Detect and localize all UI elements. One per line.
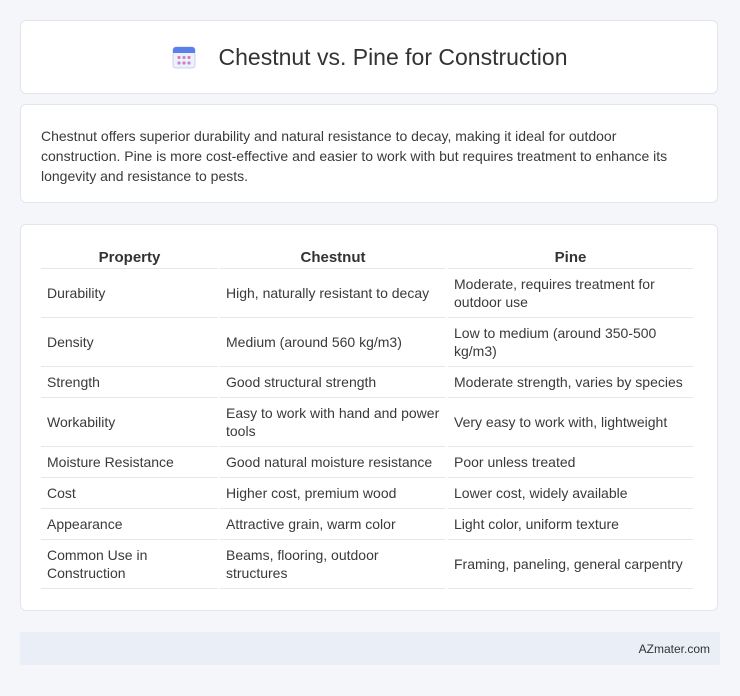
page-title: Chestnut vs. Pine for Construction [218, 43, 568, 70]
pine-cell: Very easy to work with, lightweight [448, 397, 693, 446]
table-header-row [41, 245, 693, 268]
pine-cell: Poor unless treated [448, 446, 693, 477]
chestnut-cell: Attractive grain, warm color [220, 508, 446, 539]
chestnut-cell: High, naturally resistant to decay [220, 268, 446, 317]
chestnut-cell: Good natural moisture resistance [220, 446, 446, 477]
property-cell: Moisture Resistance [41, 446, 218, 477]
intro-card [20, 104, 718, 203]
pine-cell: Light color, uniform texture [448, 508, 693, 539]
property-cell: Cost [41, 477, 218, 508]
property-cell: Appearance [41, 508, 218, 539]
pine-cell: Framing, paneling, general carpentry [448, 539, 693, 589]
chestnut-cell: Easy to work with hand and power tools [220, 397, 446, 446]
table-row [41, 366, 693, 397]
chestnut-cell: Good structural strength [220, 366, 446, 397]
table-row [41, 317, 693, 366]
property-cell: Workability [41, 397, 218, 446]
comparison-card [20, 224, 718, 611]
comparison-table [39, 245, 695, 589]
footer-bar [20, 632, 720, 665]
table-row [41, 446, 693, 477]
intro-text: Chestnut offers superior durability and natural resistance to decay, making it ideal for outdoor construction. Pine is more cost-effective and easier to work with but requires treatment to enhance its longevity and resistance to pests. [41, 128, 668, 184]
pine-cell: Moderate, requires treatment for outdoor use [448, 268, 693, 317]
chestnut-cell: Higher cost, premium wood [220, 477, 446, 508]
header-chestnut: Chestnut [300, 249, 366, 266]
table-row [41, 539, 693, 589]
table-row [41, 268, 693, 317]
header-property: Property [98, 249, 161, 266]
property-cell: Common Use in Construction [41, 539, 218, 589]
table-row [41, 397, 693, 446]
chestnut-cell: Medium (around 560 kg/m3) [220, 317, 446, 366]
pine-cell: Low to medium (around 350-500 kg/m3) [448, 317, 693, 366]
footer-brand-link[interactable]: AZmater.com [638, 641, 710, 656]
property-cell: Durability [41, 268, 218, 317]
chestnut-cell: Beams, flooring, outdoor structures [220, 539, 446, 589]
table-row [41, 508, 693, 539]
property-cell: Density [41, 317, 218, 366]
calendar-icon [171, 44, 197, 70]
pine-cell: Lower cost, widely available [448, 477, 693, 508]
table-row [41, 477, 693, 508]
property-cell: Strength [41, 366, 218, 397]
header-pine: Pine [554, 249, 587, 266]
pine-cell: Moderate strength, varies by species [448, 366, 693, 397]
title-card [20, 20, 718, 94]
